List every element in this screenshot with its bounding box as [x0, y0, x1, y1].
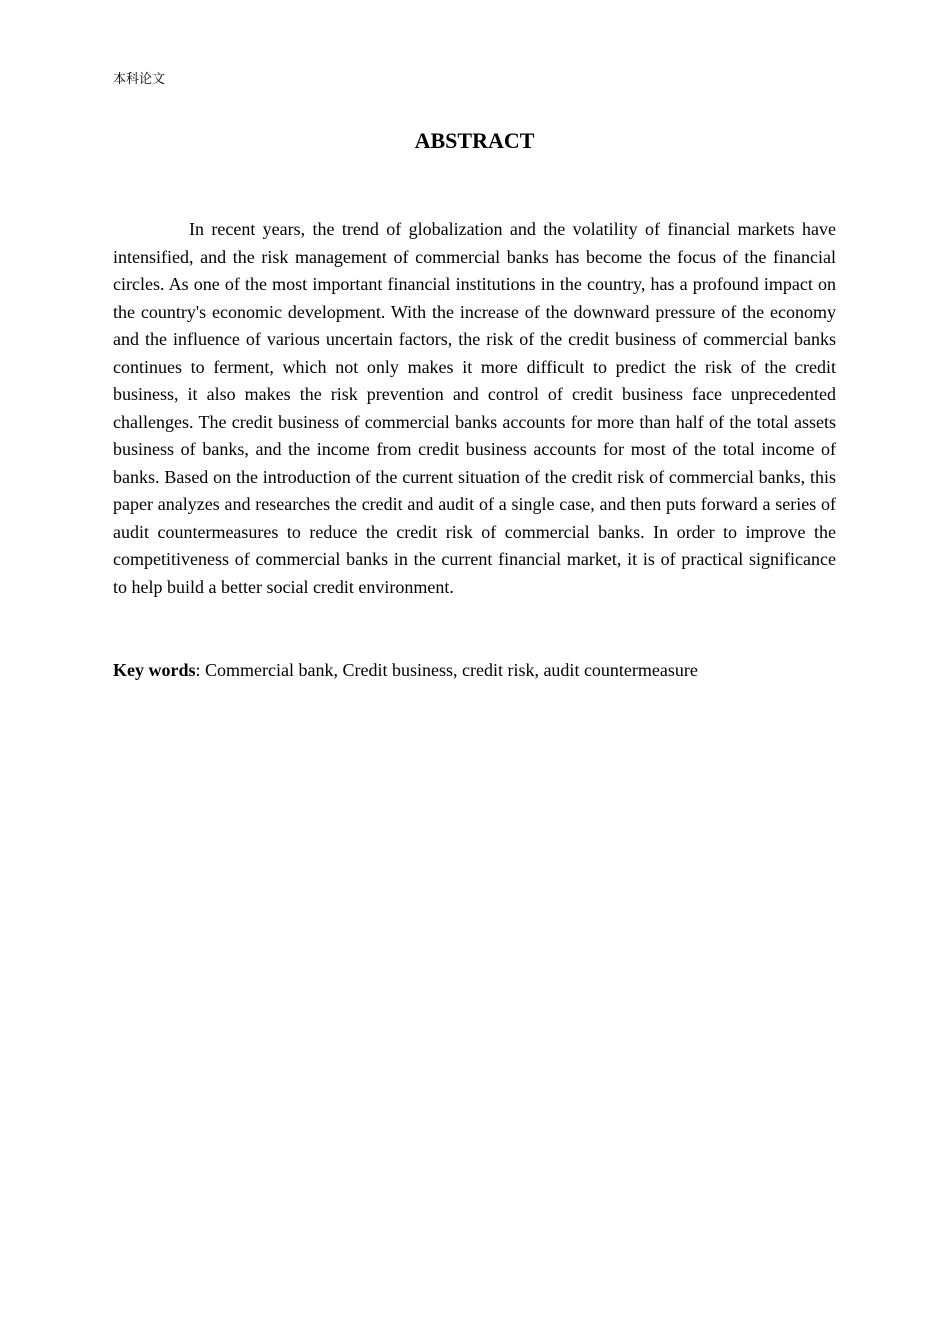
keywords-line: [113, 657, 836, 685]
running-header: 本科论文: [113, 72, 166, 87]
keywords-separator: :: [195, 660, 206, 680]
abstract-title: ABSTRACT: [414, 128, 535, 153]
abstract-body: In recent years, the trend of globalization and the volatility of financial markets have intensified, and the risk management of commercial banks has become the focus of the financial circles. As one of the most important financial institutions in the country, has a profound impact on the country's economic development. With the increase of the downward pressure of the economy and the influence of various uncertain factors, the risk of the credit business of commercial banks continues to ferment, which not only makes it more difficult to predict the risk of the credit business, it also makes the risk prevention and control of credit business face unprecedented challenges. The credit business of commercial banks accounts for more than half of the total assets business of banks, and the income from credit business accounts for most of the total income of banks. Based on the introduction of the current situation of the credit risk of commercial banks, this paper analyzes and researches the credit and audit of a single case, and then puts forward a series of audit countermeasures to reduce the credit risk of commercial banks. In order to improve the competitiveness of commercial banks in the current financial market, it is of practical significance to help build a better social credit environment.: [113, 219, 836, 597]
keywords-value: Commercial bank, Credit business, credit risk, audit countermeasure: [205, 660, 698, 680]
keywords-label: Key words: [113, 660, 196, 680]
